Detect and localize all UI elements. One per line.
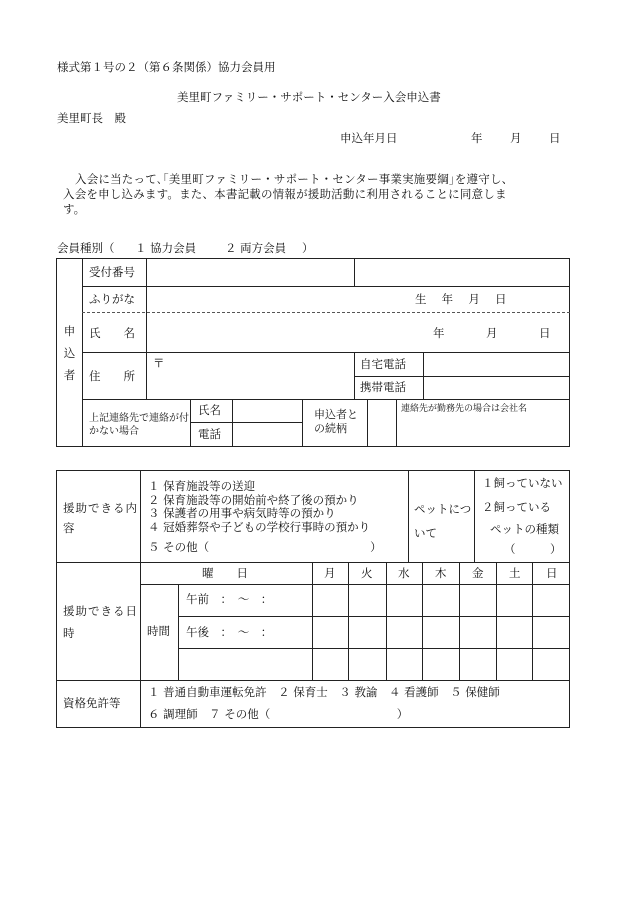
pet-kind-field[interactable]: （ ） <box>504 542 562 556</box>
name-label: 氏 名 <box>89 326 135 340</box>
day-sun: 日 <box>546 566 558 580</box>
day-thu: 木 <box>435 566 447 580</box>
birth-day: 日 <box>539 326 551 340</box>
contact-name-label: 氏名 <box>198 403 221 417</box>
relationship-label: 申込者との続柄 <box>314 408 358 435</box>
member-type-label: 会員種別（ <box>57 241 115 255</box>
alt-contact-note: 上記連絡先で連絡が付かない場合 <box>89 413 189 437</box>
mobile-phone-field[interactable] <box>425 378 567 398</box>
member-type-option-1[interactable]: １ 協力会員 <box>135 241 197 255</box>
support-content-item[interactable]: ４ 冠婚葬祭や子どもの学校行事時の預かり <box>148 519 371 534</box>
support-content-list <box>148 480 382 555</box>
furigana-field[interactable] <box>148 288 352 311</box>
contact-phone-label: 電話 <box>198 427 221 441</box>
workplace-note: 連絡先が勤務先の場合は会社名 <box>401 404 528 414</box>
date-day: 日 <box>549 131 561 145</box>
member-type-close: ） <box>302 241 314 255</box>
day-fri: 金 <box>472 566 484 580</box>
date-label: 申込年月日 <box>340 131 398 145</box>
pet-option-none[interactable]: １飼っていない <box>482 476 563 490</box>
contact-name-field[interactable] <box>234 401 300 421</box>
date-year: 年 <box>471 131 483 145</box>
day-tue: 火 <box>361 566 373 580</box>
qualification-line-2[interactable]: ６ 調理師 ７ その他（ ） <box>148 707 409 721</box>
birth-year: 年 <box>433 326 445 340</box>
relationship-field[interactable] <box>369 401 395 445</box>
address-field[interactable] <box>148 354 352 398</box>
support-content-item[interactable]: ５ その他（ ） <box>148 540 382 554</box>
addressee: 美里町長 殿 <box>57 111 126 125</box>
schedule-label: 援助できる日時 <box>63 604 138 640</box>
intro-line-3: す。 <box>63 202 86 216</box>
reception-number-label: 受付番号 <box>89 265 135 279</box>
support-content-item[interactable]: １ 保育施設等の送迎 <box>148 479 256 493</box>
mobile-phone-label: 携帯電話 <box>360 380 406 394</box>
time-row-pm[interactable]: 午後 ： ～ ： <box>186 625 273 639</box>
pet-option-have[interactable]: ２飼っている <box>482 500 551 514</box>
member-type-option-2[interactable]: ２ 両方会員 <box>225 241 287 255</box>
birth-month: 月 <box>486 326 498 340</box>
applicant-table <box>56 258 570 447</box>
support-table <box>56 470 570 728</box>
pet-label: ペットについて <box>414 502 472 540</box>
qualification-line-1[interactable]: １ 普通自動車運転免許 ２ 保育士 ３ 教諭 ４ 看護師 ５ 保健師 <box>148 685 500 699</box>
time-label: 時間 <box>147 624 170 638</box>
support-content-item[interactable]: ２ 保育施設等の開始前や終了後の預かり <box>148 492 359 507</box>
intro-line-2: 入会を申し込みます。また、本書記載の情報が援助活動に利用されることに同意しま <box>63 187 507 201</box>
support-content-item[interactable]: ３ 保護者の用事や病気時等の預かり <box>148 506 336 520</box>
support-content-label: 援助できる内容 <box>63 501 138 535</box>
furigana-label: ふりがな <box>89 292 135 306</box>
applicant-section-label: 申 込 者 <box>63 324 76 382</box>
contact-phone-field[interactable] <box>234 424 300 445</box>
address-label: 住 所 <box>89 369 135 383</box>
day-sat: 土 <box>509 566 521 580</box>
postal-mark: 〒 <box>153 356 165 370</box>
time-row-am[interactable]: 午前 ： ～ ： <box>186 592 273 606</box>
qualification-label: 資格免許等 <box>63 696 121 710</box>
intro-line-1: 入会に当たって､｢美里町ファミリー・サポート・センター事業実施要綱｣を遵守し、 <box>75 172 514 186</box>
day-header: 曜 日 <box>202 566 248 580</box>
birth-label: 生 年 月 日 <box>415 292 507 306</box>
form-title: 美里町ファミリー・サポート・センター入会申込書 <box>177 90 441 104</box>
pet-kind-label: ペットの種類 <box>490 522 559 536</box>
form-number: 様式第１号の２（第６条関係）協力会員用 <box>57 60 276 74</box>
date-month: 月 <box>510 131 522 145</box>
home-phone-field[interactable] <box>425 354 567 375</box>
name-field[interactable] <box>148 314 352 351</box>
day-mon: 月 <box>324 566 336 580</box>
home-phone-label: 自宅電話 <box>360 357 406 371</box>
day-wed: 水 <box>398 566 410 580</box>
